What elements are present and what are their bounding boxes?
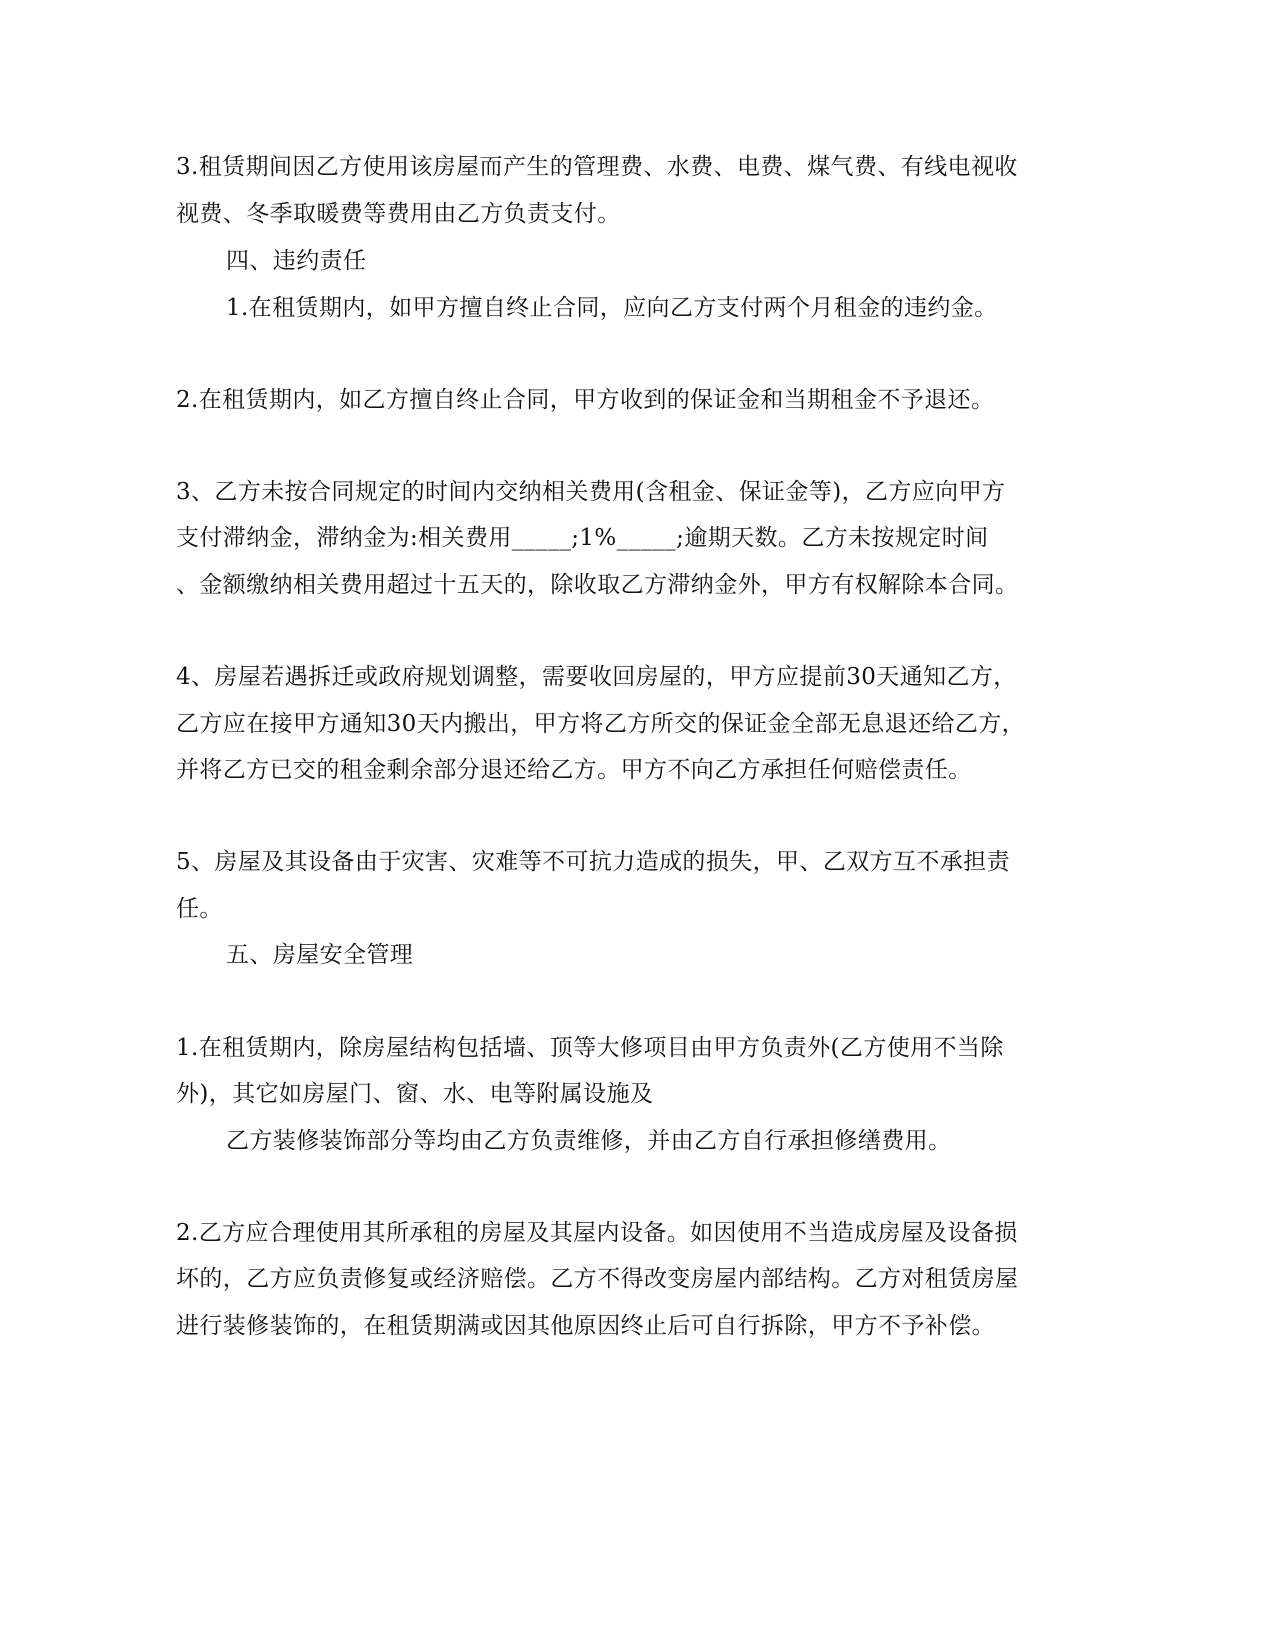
text-line: 视费、冬季取暖费等费用由乙方负责支付。	[176, 201, 621, 227]
text-line: 任。	[176, 896, 223, 922]
text-line: 乙方装修装饰部分等均由乙方负责维修，并由乙方自行承担修缮费用。	[226, 1128, 952, 1154]
text-line: 并将乙方已交的租金剩余部分退还给乙方。甲方不向乙方承担任何赔偿责任。	[176, 757, 972, 783]
text-line: 1.在租赁期内，除房屋结构包括墙、顶等大修项目由甲方负责外(乙方使用不当除	[176, 1035, 1004, 1061]
text-line: 坏的，乙方应负责修复或经济赔偿。乙方不得改变房屋内部结构。乙方对租赁房屋	[176, 1266, 1019, 1292]
section-heading: 四、违约责任	[226, 248, 367, 274]
text-line: 外)，其它如房屋门、窗、水、电等附属设施及	[176, 1081, 654, 1107]
text-line: 支付滞纳金，滞纳金为:相关费用_____;1%_____;逾期天数。乙方未按规定时间	[176, 525, 989, 551]
text-line: 2.乙方应合理使用其所承租的房屋及其屋内设备。如因使用不当造成房屋及设备损	[176, 1220, 1018, 1246]
text-line: 进行装修装饰的，在租赁期满或因其他原因终止后可自行拆除，甲方不予补偿。	[176, 1313, 995, 1339]
text-line: 1.在租赁期内，如甲方擅自终止合同，应向乙方支付两个月租金的违约金。	[226, 295, 998, 321]
text-line: 、金额缴纳相关费用超过十五天的，除收取乙方滞纳金外，甲方有权解除本合同。	[176, 572, 1019, 598]
text-line: 3.租赁期间因乙方使用该房屋而产生的管理费、水费、电费、煤气费、有线电视收	[176, 154, 1018, 180]
text-line: 5、房屋及其设备由于灾害、灾难等不可抗力造成的损失，甲、乙双方互不承担责	[176, 849, 1011, 875]
section-heading: 五、房屋安全管理	[226, 942, 414, 968]
text-line: 4、房屋若遇拆迁或政府规划调整，需要收回房屋的，甲方应提前30天通知乙方，	[176, 664, 1017, 690]
text-line: 2.在租赁期内，如乙方擅自终止合同，甲方收到的保证金和当期租金不予退还。	[176, 387, 995, 413]
text-line: 乙方应在接甲方通知30天内搬出，甲方将乙方所交的保证金全部无息退还给乙方，	[176, 711, 1026, 737]
text-line: 3、乙方未按合同规定的时间内交纳相关费用(含租金、保证金等)，乙方应向甲方	[176, 479, 1006, 505]
